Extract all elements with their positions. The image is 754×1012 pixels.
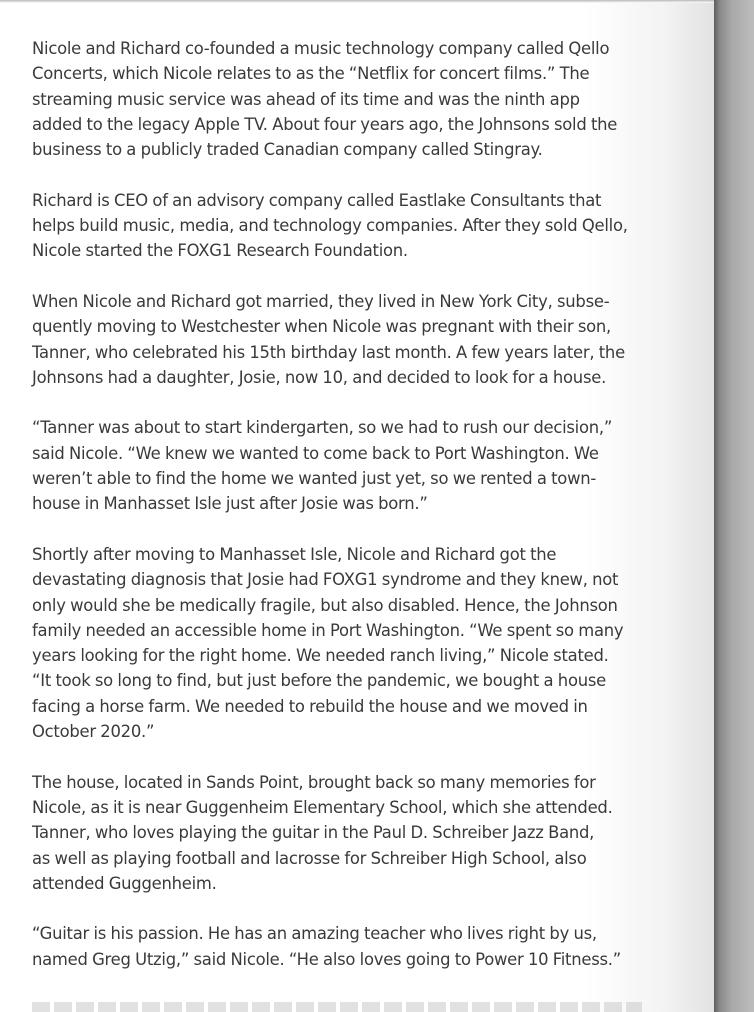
paragraph-eastlake <box>32 188 647 264</box>
page-edge-shadow <box>714 0 754 1012</box>
text-line: as well as playing football and lacrosse for Schreiber High School, also <box>32 848 587 868</box>
text-line: Johnsons had a daughter, Josie, now 10, and decided to look for a house. <box>32 367 607 387</box>
text-line: “Tanner was about to start kindergarten, so we had to rush our decision,” <box>32 418 613 438</box>
text-line: Nicole, as it is near Guggenheim Elementary School, which she attended. <box>32 797 613 817</box>
text-line: “Guitar is his passion. He has an amazing teacher who lives right by us, <box>32 924 597 944</box>
text-line: quently moving to Westchester when Nicole was pregnant with their son, <box>32 317 612 337</box>
text-line: The house, located in Sands Point, brought back so many memories for <box>32 772 596 792</box>
text-line: house in Manhasset Isle just after Josie was born.” <box>32 494 428 514</box>
text-line: weren’t able to find the home we wanted just yet, so we rented a town- <box>32 469 597 489</box>
text-line: Tanner, who loves playing the guitar in the Paul D. Schreiber Jazz Band, <box>32 823 595 843</box>
cropped-next-line <box>32 1002 642 1012</box>
paragraph-marriage <box>32 289 647 390</box>
text-line: Nicole started the FOXG1 Research Foundation. <box>32 241 408 261</box>
text-line: devastating diagnosis that Josie had FOXG1 syndrome and they knew, not <box>32 570 619 590</box>
text-line: facing a horse farm. We needed to rebuild the house and we moved in <box>32 696 588 716</box>
text-line: said Nicole. “We knew we wanted to come back to Port Washington. We <box>32 443 599 463</box>
text-line: added to the legacy Apple TV. About four years ago, the Johnsons sold the <box>32 114 618 134</box>
text-line: attended Guggenheim. <box>32 873 217 893</box>
text-line: family needed an accessible home in Port Washington. “We spent so many <box>32 620 624 640</box>
article-body <box>32 36 647 997</box>
paragraph-guitar-quote <box>32 921 647 972</box>
text-line: Concerts, which Nicole relates to as the “Netflix for concert films.” The <box>32 64 590 84</box>
text-line: October 2020.” <box>32 722 155 742</box>
paragraph-kindergarten-quote <box>32 415 647 516</box>
text-line: Shortly after moving to Manhasset Isle, Nicole and Richard got the <box>32 544 557 564</box>
text-line: Tanner, who celebrated his 15th birthday last month. A few years later, the <box>32 342 625 362</box>
paragraph-sands-point <box>32 770 647 896</box>
paragraph-qello <box>32 36 647 162</box>
text-line: only would she be medically fragile, but also disabled. Hence, the Johnson <box>32 595 618 615</box>
paragraph-diagnosis <box>32 542 647 744</box>
text-line: Richard is CEO of an advisory company called Eastlake Consultants that <box>32 190 602 210</box>
page-top-edge <box>0 0 714 3</box>
text-line: “It took so long to find, but just before the pandemic, we bought a house <box>32 671 606 691</box>
text-line: years looking for the right home. We needed ranch living,” Nicole stated. <box>32 646 609 666</box>
text-line: Nicole and Richard co-founded a music technology company called Qello <box>32 39 610 58</box>
text-line: When Nicole and Richard got married, they lived in New York City, subse- <box>32 291 610 311</box>
text-line: business to a publicly traded Canadian company called Stingray. <box>32 140 543 160</box>
text-line: streaming music service was ahead of its time and was the ninth app <box>32 89 580 109</box>
text-line: helps build music, media, and technology companies. After they sold Qello, <box>32 216 628 236</box>
text-line: named Greg Utzig,” said Nicole. “He also loves going to Power 10 Fitness.” <box>32 949 621 969</box>
